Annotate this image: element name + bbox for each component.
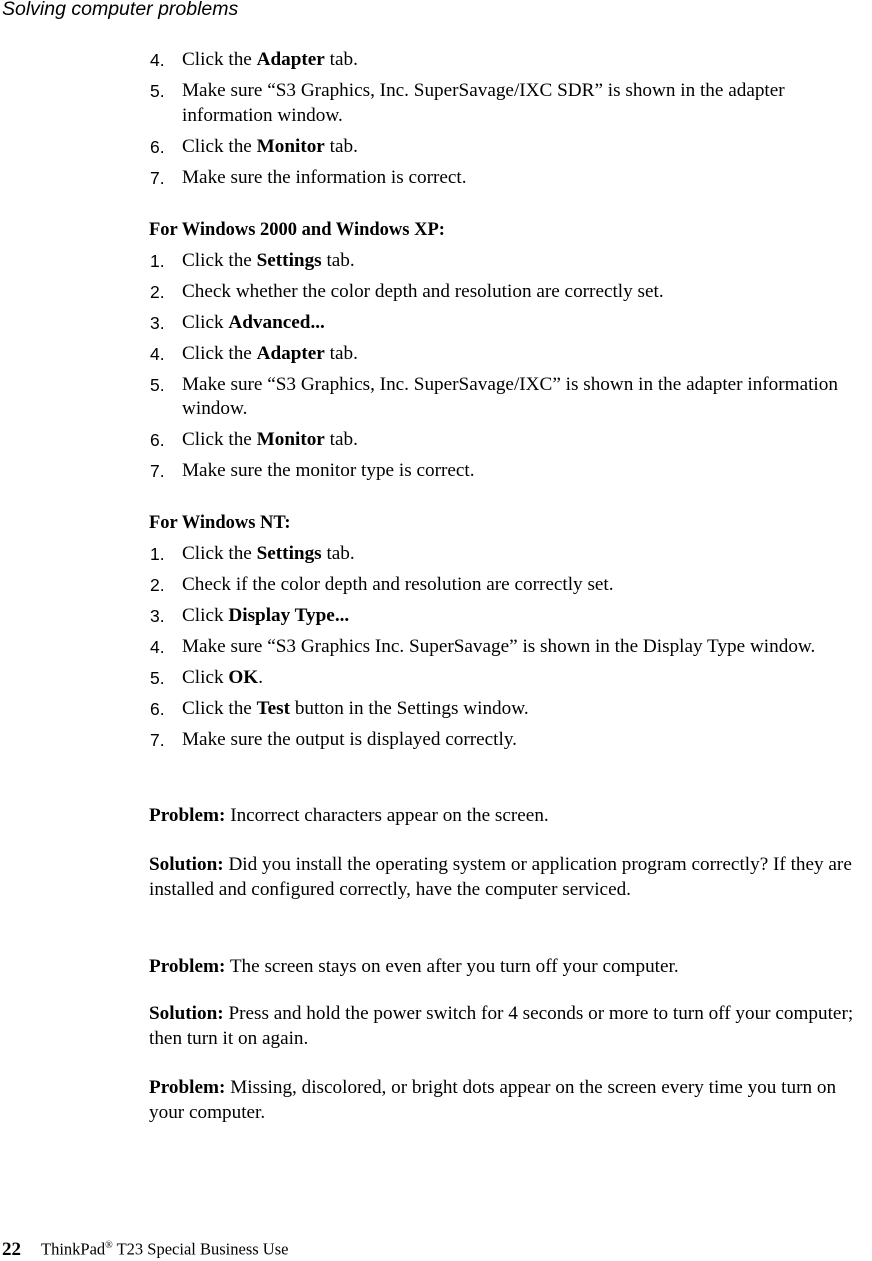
step-item: 7. Make sure the output is displayed correctly.: [149, 728, 871, 753]
step-number: 1.: [150, 543, 165, 564]
step-item: 6. Click the Monitor tab.: [149, 428, 871, 453]
problem-paragraph: Problem: Incorrect characters appear on the screen.: [149, 805, 549, 826]
ui-term: Monitor: [256, 429, 325, 450]
solution-label: Solution:: [149, 854, 224, 875]
step-item: 4. Make sure “S3 Graphics Inc. SuperSavage” is shown in the Display Type window.: [149, 635, 871, 660]
step-list: [149, 249, 871, 484]
step-list: [149, 542, 871, 753]
solution-paragraph: Solution: Did you install the operating system or application program correctly? If they are installed and configured correctly, have the computer serviced.: [149, 854, 852, 900]
step-number: 4.: [150, 50, 165, 70]
step-number: 6.: [150, 430, 165, 450]
step-item: 7. Make sure the monitor type is correct.: [149, 459, 871, 484]
continued-step-list: [149, 48, 871, 197]
step-number: 5.: [150, 667, 165, 688]
ui-term: Adapter: [256, 342, 325, 364]
ui-term: Adapter: [256, 49, 325, 70]
problem-label: Problem:: [149, 1077, 226, 1098]
page-number: 22: [2, 1238, 21, 1260]
windows-2000-xp-section: [149, 218, 871, 490]
problem-paragraph: Problem: Missing, discolored, or bright dots appear on the screen every time you turn on your computer.: [149, 1077, 837, 1123]
solution-paragraph: Solution: Press and hold the power switch for 4 seconds or more to turn off your computer; then turn it on again.: [149, 1003, 854, 1049]
step-number: 6.: [150, 136, 165, 157]
step-number: 5.: [150, 81, 165, 101]
solution-label: Solution:: [149, 1003, 224, 1024]
step-item: 4. Click the Adapter tab.: [149, 48, 871, 73]
step-number: 3.: [150, 605, 165, 626]
problem-label: Problem:: [149, 956, 226, 977]
step-item: 6. Click the Monitor tab.: [149, 135, 871, 160]
registered-mark: ®: [105, 1240, 113, 1251]
ui-term: Advanced...: [228, 311, 325, 333]
step-number: 5.: [150, 374, 165, 395]
step-item: 3. Click Display Type...: [149, 604, 871, 629]
step-number: 6.: [150, 698, 165, 719]
step-number: 7.: [150, 167, 165, 188]
section-heading: For Windows NT:: [149, 513, 291, 533]
step-item: 1. Click the Settings tab.: [149, 542, 871, 567]
step-item: 7. Make sure the information is correct.: [149, 166, 871, 191]
step-item: 5. Make sure “S3 Graphics, Inc. SuperSavage/IXC” is shown in the adapter information window.: [150, 373, 838, 419]
step-number: 7.: [150, 729, 165, 750]
step-number: 3.: [150, 312, 165, 333]
product-name: ThinkPad: [41, 1239, 106, 1259]
ui-term: Display Type...: [228, 604, 350, 626]
step-item: 2. Check whether the color depth and resolution are correctly set.: [149, 280, 871, 305]
step-number: 7.: [150, 461, 165, 481]
step-item: 5. Make sure “S3 Graphics, Inc. SuperSavage/IXC SDR” is shown in the adapter information window.: [150, 80, 785, 126]
ui-term: Settings: [256, 249, 322, 271]
step-item: 3. Click Advanced...: [149, 311, 871, 336]
step-number: 2.: [150, 281, 165, 302]
windows-nt-section: [149, 511, 871, 759]
ui-term: Test: [256, 697, 291, 719]
step-item: 2. Check if the color depth and resolution are correctly set.: [149, 573, 871, 598]
step-number: 1.: [150, 250, 165, 271]
step-number: 4.: [150, 636, 165, 657]
step-item: 5. Click OK.: [149, 666, 871, 691]
ui-term: Monitor: [256, 135, 325, 157]
product-model: T23 Special Business Use: [112, 1239, 289, 1259]
running-header: Solving computer problems: [2, 0, 239, 20]
problem-paragraph: Problem: The screen stays on even after you turn off your computer.: [149, 956, 679, 977]
section-heading: For Windows 2000 and Windows XP:: [149, 220, 445, 240]
step-number: 4.: [150, 343, 165, 364]
ui-term: Settings: [256, 542, 322, 564]
step-item: 6. Click the Test button in the Settings window.: [149, 697, 871, 722]
step-item: 1. Click the Settings tab.: [149, 249, 871, 274]
problem-label: Problem:: [149, 805, 226, 826]
step-number: 2.: [150, 574, 165, 595]
ui-term: OK: [228, 666, 259, 688]
step-item: 4. Click the Adapter tab.: [149, 342, 871, 367]
